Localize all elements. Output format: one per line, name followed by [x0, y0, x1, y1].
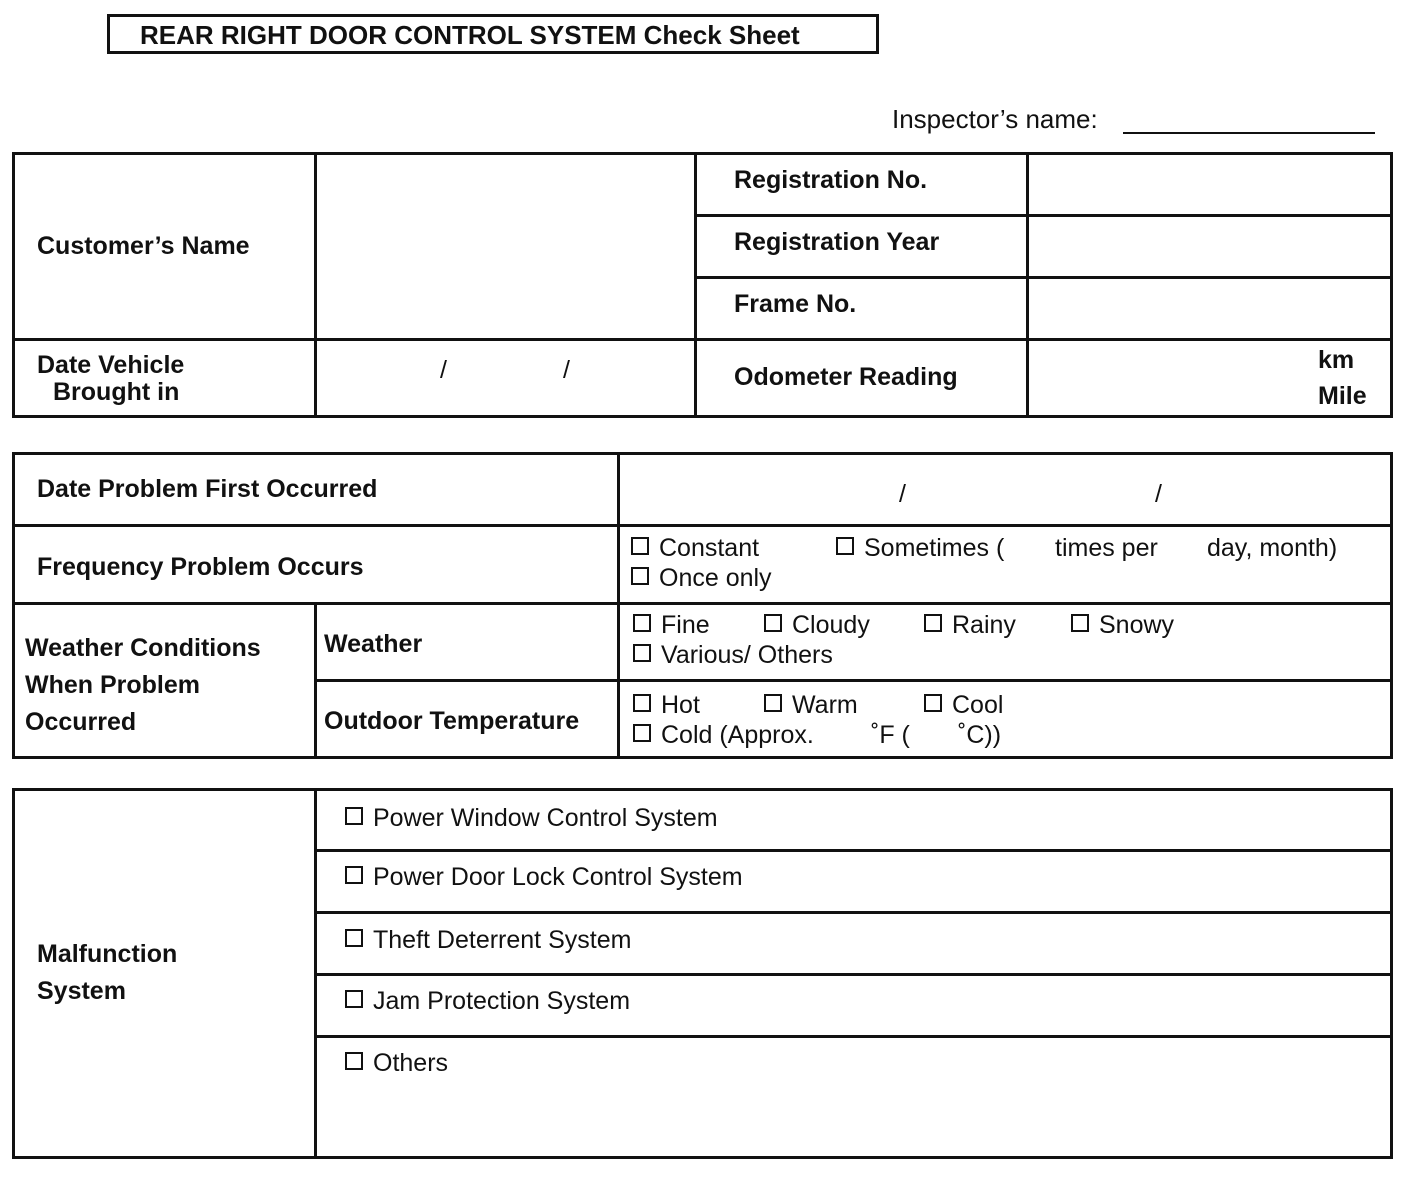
- checkbox-icon[interactable]: [631, 537, 649, 555]
- inspector-label: Inspector’s name:: [892, 104, 1098, 134]
- theft-deterrent-option[interactable]: Theft Deterrent System: [345, 926, 631, 955]
- checkbox-icon[interactable]: [345, 929, 363, 947]
- frequency-constant-option[interactable]: Constant: [631, 534, 759, 563]
- odometer-label: Odometer Reading: [734, 363, 958, 391]
- checkbox-icon[interactable]: [633, 614, 651, 632]
- inspector-name-field[interactable]: [1123, 132, 1375, 134]
- date-separator: /: [1155, 480, 1162, 508]
- others-option[interactable]: Others: [345, 1049, 448, 1078]
- odometer-field[interactable]: [1030, 342, 1390, 416]
- registration-no-label: Registration No.: [734, 166, 928, 194]
- checkbox-icon[interactable]: [836, 537, 854, 555]
- date-first-occurred-label: Date Problem First Occurred: [37, 475, 378, 503]
- frequency-sometimes-option[interactable]: Sometimes (: [836, 534, 1004, 563]
- checkbox-icon[interactable]: [345, 807, 363, 825]
- weather-various-option[interactable]: Various/ Others: [633, 641, 833, 670]
- date-separator: /: [563, 356, 570, 384]
- checkbox-icon[interactable]: [345, 866, 363, 884]
- temperature-cold-option[interactable]: Cold (Approx.: [633, 721, 814, 750]
- frequency-label: Frequency Problem Occurs: [37, 553, 364, 581]
- frequency-times-per-text: times per: [1055, 534, 1158, 562]
- malfunction-system-label: Malfunction System: [37, 940, 178, 1005]
- date-separator: /: [899, 480, 906, 508]
- page-title: REAR RIGHT DOOR CONTROL SYSTEM Check Sheet: [107, 14, 879, 54]
- registration-year-field[interactable]: [1030, 218, 1390, 274]
- checkbox-icon[interactable]: [345, 1052, 363, 1070]
- frame-no-field[interactable]: [1030, 280, 1390, 336]
- checkbox-icon[interactable]: [633, 694, 651, 712]
- checkbox-icon[interactable]: [1071, 614, 1089, 632]
- registration-year-label: Registration Year: [734, 228, 940, 256]
- power-door-lock-option[interactable]: Power Door Lock Control System: [345, 863, 743, 892]
- checkbox-icon[interactable]: [633, 644, 651, 662]
- customer-name-label: Customer’s Name: [37, 232, 250, 260]
- temperature-fahrenheit-text: ˚F (: [871, 721, 910, 749]
- date-brought-in-label: Date Vehicle Brought in: [37, 351, 185, 406]
- checkbox-icon[interactable]: [764, 614, 782, 632]
- checkbox-icon[interactable]: [924, 694, 942, 712]
- temperature-cool-option[interactable]: Cool: [924, 691, 1003, 720]
- registration-no-field[interactable]: [1030, 156, 1390, 212]
- frequency-once-only-option[interactable]: Once only: [631, 564, 772, 593]
- temperature-hot-option[interactable]: Hot: [633, 691, 700, 720]
- frame-no-label: Frame No.: [734, 290, 857, 318]
- jam-protection-option[interactable]: Jam Protection System: [345, 987, 630, 1016]
- power-window-option[interactable]: Power Window Control System: [345, 804, 718, 833]
- weather-label: Weather: [324, 630, 423, 658]
- weather-conditions-label: Weather Conditions When Problem Occurred: [25, 634, 261, 736]
- date-brought-in-field[interactable]: [318, 342, 692, 416]
- checkbox-icon[interactable]: [924, 614, 942, 632]
- weather-cloudy-option[interactable]: Cloudy: [764, 611, 870, 640]
- unit-km: km: [1318, 346, 1355, 374]
- date-first-occurred-field[interactable]: [621, 456, 1390, 522]
- frequency-day-month-text: day, month): [1207, 534, 1338, 562]
- weather-rainy-option[interactable]: Rainy: [924, 611, 1016, 640]
- outdoor-temperature-label: Outdoor Temperature: [324, 707, 580, 735]
- customer-name-field[interactable]: [318, 156, 692, 336]
- temperature-warm-option[interactable]: Warm: [764, 691, 858, 720]
- temperature-celsius-text: ˚C)): [958, 721, 1002, 749]
- checkbox-icon[interactable]: [631, 567, 649, 585]
- date-separator: /: [440, 356, 447, 384]
- unit-mile: Mile: [1318, 382, 1367, 410]
- weather-fine-option[interactable]: Fine: [633, 611, 710, 640]
- checkbox-icon[interactable]: [764, 694, 782, 712]
- checkbox-icon[interactable]: [633, 724, 651, 742]
- checkbox-icon[interactable]: [345, 990, 363, 1008]
- weather-snowy-option[interactable]: Snowy: [1071, 611, 1174, 640]
